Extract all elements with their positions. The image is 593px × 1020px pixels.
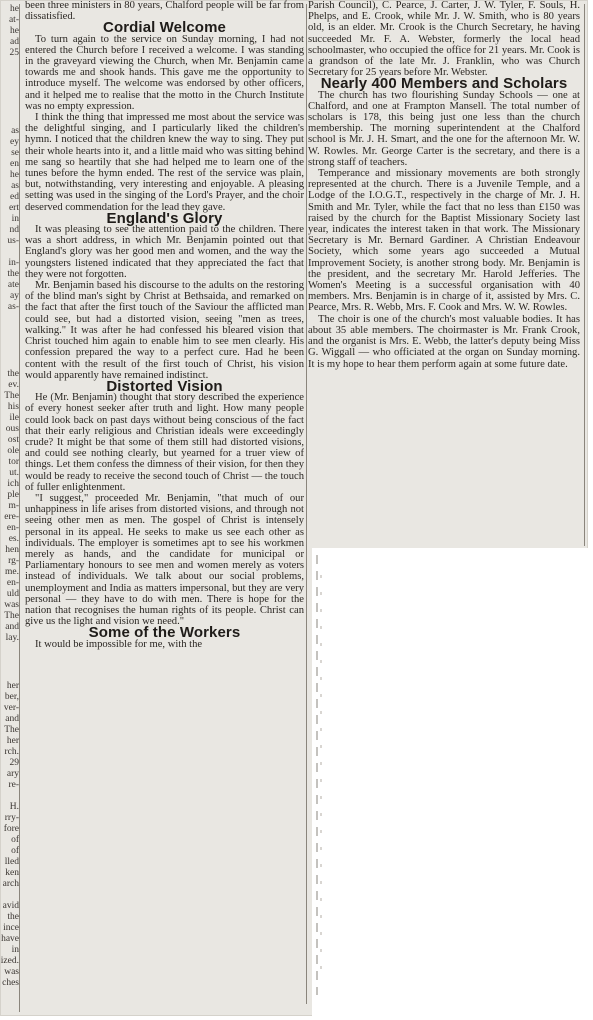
cut-off-line-fragment: was	[4, 967, 19, 977]
cut-off-line-fragment: ches	[2, 978, 19, 988]
section-heading-some-of-the-workers: Some of the Workers	[88, 624, 241, 642]
blank-paper-area	[312, 548, 588, 1016]
cut-off-line-fragment: lled	[4, 857, 19, 867]
cut-off-line-fragment: in	[11, 214, 19, 224]
body-paragraph: It was pleasing to see the attention paid to the children. There was a short address, in which Mr. Benjamin pointed out that England's glory was her good men and women, and the way the youngsters listened indicated that they appreciated the fact that they were not forgotten.	[25, 224, 304, 280]
cut-off-line-fragment: ary	[6, 769, 19, 779]
cut-off-line-fragment: his	[7, 402, 19, 412]
cut-off-line-fragment: ev.	[8, 380, 19, 390]
cut-off-line-fragment: avid	[2, 901, 19, 911]
cut-off-line-fragment: arch	[2, 879, 19, 889]
body-paragraph: "I suggest," proceeded Mr. Benjamin, "that much of our unhappiness in life arises from distorted visions, and through not seeing other men as men. The gospel of Christ is intensely personal in its appeal. He seeks to make us see each other as individuals. The employer is sometimes apt to see his workmen merely as hands, and the candidate for municipal or Parliamentary honours to see men and women merely as voters instead of individuals. We talk about our social problems, unemployment and India as matters impersonal, but they are very personal — they have to do with men. There is hope for the nation that recognises the human rights of its people. Christ can give us the light and vision we need."	[25, 492, 304, 628]
cut-off-line-fragment: ole	[7, 446, 19, 456]
cut-off-line-fragment: The	[4, 611, 19, 621]
cut-off-line-fragment: uld	[6, 589, 19, 599]
article-column-right	[308, 0, 580, 548]
section-heading-englands-glory: England's Glory	[106, 209, 223, 227]
cut-off-line-fragment: ile	[9, 413, 19, 423]
cut-off-line-fragment: and	[5, 622, 19, 632]
cut-off-line-fragment: en	[10, 159, 19, 169]
cut-off-line-fragment: re-	[8, 780, 19, 790]
body-paragraph: Temperance and missionary movements are both strongly represented at the church. There is a Juvenile Temple, and a Lodge of the I.O.G.T., respectively in the charge of Mr. J. H. Smith and Mr. Tyler, while the fact that no less than £150 was raised by the church for the Baptist Missionary Society last year, indicates the interest taken in that work. The Missionary Secretary is Mr. Bernard Gardiner. A Christian Endeavour Society, which some years ago succeeded a Mutual Improvement Society, is another strong body. Mr. Benjamin is the president, and the secretary Mr. Harold Jefferies. The Women's Meeting is a successful organisation with 40 members. Mrs. Benjamin is in charge of it, assisted by Mrs. C. Pearce, Mrs. R. Webb, Mrs. F. Cook and Mrs. W. W. Rowles.	[308, 168, 580, 314]
cut-off-line-fragment: ber,	[4, 692, 19, 702]
cut-off-line-fragment: m-	[8, 501, 19, 511]
cut-off-line-fragment: have	[1, 934, 19, 944]
cut-off-line-fragment: her	[6, 736, 19, 746]
torn-edge-marks	[314, 555, 328, 995]
body-paragraph: Mr. Benjamin based his discourse to the adults on the restoring of the blind man's sight by Christ at Bethsaida, and remarked on the fact that after the first touch of the Saviour the afflicted man could see, but had a distorted vision, seeing "men as trees, walking." It was after he had confessed his bleared vision that Christ touched him again to enable him to see men clearly. His confession prepared the way to a perfect cure. Had he been content with the result of the first touch of Christ, his vision would apparently have remained indistinct.	[25, 280, 304, 381]
cut-off-line-fragment: ert	[8, 203, 19, 213]
cut-off-line-fragment: as	[11, 181, 19, 191]
cut-off-line-fragment: rch.	[4, 747, 19, 757]
cut-off-line-fragment: as	[11, 126, 19, 136]
column-rule-right	[584, 4, 585, 546]
section-heading-nearly-400-members: Nearly 400 Members and Scholars	[320, 75, 568, 93]
cut-off-line-fragment: ized.	[0, 956, 19, 966]
cut-off-line-fragment: was	[4, 600, 19, 610]
body-paragraph: The choir is one of the church's most valuable bodies. It has about 35 able members. The choirmaster is Mr. Frank Crook, and the organist is Mrs. E. Webb, the latter's deputy being Miss G. Wiggall — who officiated at the organ on Sunday morning. It is my hope to hear them perform again at some future date.	[308, 313, 580, 370]
cut-off-line-fragment: ince	[3, 923, 19, 933]
cut-off-line-fragment: ost	[7, 435, 19, 445]
body-paragraph: To turn again to the service on Sunday morning, I had not entered the Church before I received a welcome. I was standing in the graveyard viewing the Church, when Mr. Benjamin came towards me and shook hands. This gave me the opportunity to introduce myself. The welcome was endorsed by other officers, and it helped me to realise that the motto in the Church Institute was no empty expression.	[25, 33, 304, 112]
cut-off-line-fragment: se	[11, 148, 19, 158]
cut-off-left-column	[0, 0, 19, 1016]
cut-off-line-fragment: rry-	[4, 813, 19, 823]
section-heading-distorted-vision: Distorted Vision	[106, 377, 223, 395]
cut-off-line-fragment: rg-	[8, 556, 19, 566]
cut-off-line-fragment: fore	[3, 824, 19, 834]
cut-off-line-fragment: the	[7, 369, 19, 379]
cut-off-line-fragment: of	[11, 846, 19, 856]
body-paragraph: I think the thing that impressed me most about the service was the delightful singing, and I particularly liked the children's hymn. I noticed that the children knew the way to sing. They put their whole hearts into it, and a little maid who was sitting behind me sang so heartily that she had helped me to learn one of the tunes before the hymn ended. The rest of the service was plain, but, notwithstanding, very interesting and enjoyable. A pleasing setting was used in the singing of the Lord's Prayer, and the choir deserved commendation for the lead they gave.	[25, 112, 304, 213]
cut-off-line-fragment: in-	[8, 258, 19, 268]
cut-off-line-fragment: ey	[10, 137, 19, 147]
body-paragraph: The church has two flourishing Sunday Schools — one at Chalford, and one at Frampton Mansell. The total number of scholars is 178, this being just one less than the church membership. The morning superintendent at the Chalford school is Mr. J. H. Smart, and the one for the afternoon Mr. W. W. Rowles. Mr. George Carter is the secretary, and there is a strong staff of teachers.	[308, 89, 580, 168]
body-paragraph: He (Mr. Benjamin) thought that story described the experience of every honest seeker after truth and light. How many people could look back on past days without being conscious of the fact that their early religious and Christian ideals were exceedingly crude? It might be that some of them still had distorted visions, and could see nothing clearly, but yearned for a truer view of things. Let them confess the dimness of their vision, for then they would be ready to receive the second touch of Christ — the touch of fuller enlightenment.	[25, 392, 304, 493]
cut-off-line-fragment: es.	[8, 534, 19, 544]
cut-off-line-fragment: H.	[9, 802, 19, 812]
cut-off-line-fragment: ken	[5, 868, 19, 878]
cut-off-line-fragment: The	[4, 725, 19, 735]
cut-off-line-fragment: in	[11, 945, 19, 955]
cut-off-line-fragment: the	[7, 912, 19, 922]
cut-off-line-fragment: at-	[8, 15, 19, 25]
cut-off-line-fragment: The	[4, 391, 19, 401]
cut-off-line-fragment: ay	[10, 291, 19, 301]
cut-off-line-fragment: as-	[7, 302, 19, 312]
cut-off-line-fragment: 25	[9, 48, 19, 58]
cut-off-line-fragment: ed	[10, 192, 19, 202]
cut-off-line-fragment: hen	[5, 545, 19, 555]
cut-off-line-fragment: en-	[6, 578, 19, 588]
cut-off-line-fragment: en-	[6, 523, 19, 533]
cut-off-line-fragment: me.	[5, 567, 19, 577]
article-column-left	[25, 0, 304, 1016]
cut-off-line-fragment: ous	[5, 424, 19, 434]
cut-off-line-fragment: 29	[9, 758, 19, 768]
cut-off-line-fragment: of	[11, 835, 19, 845]
intro-paragraph: Parish Council), C. Pearce, J. Carter, J. W. Tyler, F. Souls, H. Phelps, and E. Crook, while Mr. J. W. Smith, who is 80 years old, is an elder. Mr. Crook is the Church Secretary, he having succeeded Mr. F. A. Webster, formerly the local head schoolmaster, who occupied the office for 21 years. Mr. Cook is a grandson of the late Mr. J. Franklin, who was Church Secretary for 25 years before Mr. Webster.	[308, 0, 580, 79]
cut-off-line-fragment: tor	[8, 457, 19, 467]
cut-off-line-fragment: ut.	[9, 468, 19, 478]
cut-off-line-fragment: ate	[7, 280, 19, 290]
cut-off-line-fragment: ad	[10, 37, 19, 47]
cut-off-line-fragment: ich	[7, 479, 19, 489]
cut-off-line-fragment: ple	[7, 490, 19, 500]
cut-off-line-fragment: the	[7, 269, 19, 279]
cut-off-line-fragment: and	[5, 714, 19, 724]
cut-off-line-fragment: ver-	[3, 703, 19, 713]
section-heading-cordial-welcome: Cordial Welcome	[103, 19, 226, 37]
cut-off-line-fragment: he	[10, 26, 19, 36]
cut-off-line-fragment: he	[10, 4, 19, 14]
cut-off-line-fragment: lay.	[5, 633, 19, 643]
cut-off-line-fragment: ere-	[4, 512, 19, 522]
cut-off-line-fragment: nd	[9, 225, 19, 235]
cut-off-line-fragment: her	[6, 681, 19, 691]
column-rule-left	[19, 4, 20, 1012]
intro-paragraph: been three ministers in 80 years, Chalford people will be far from dissatisfied.	[25, 0, 304, 23]
column-rule-center	[306, 4, 307, 1004]
cut-off-line-fragment: us-	[7, 236, 19, 246]
cut-off-line-fragment: he	[10, 170, 19, 180]
body-paragraph-truncated: It would be impossible for me, with the	[35, 638, 203, 650]
